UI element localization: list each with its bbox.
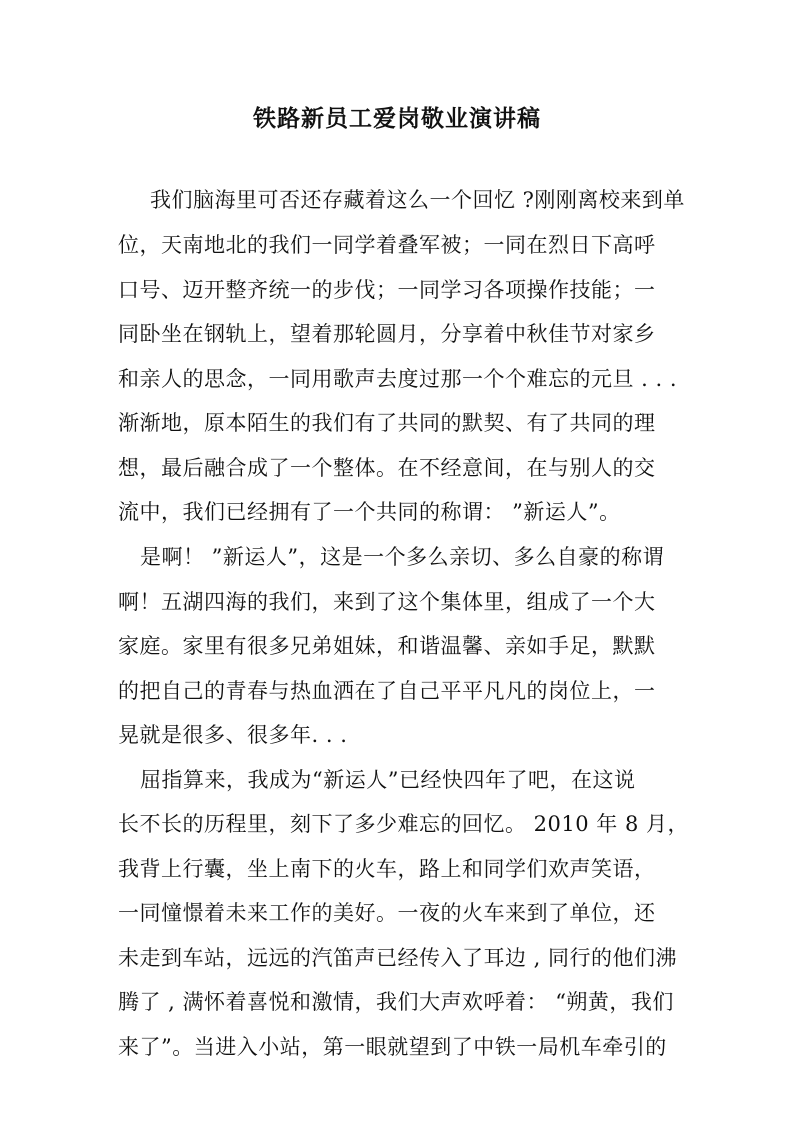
body-line: 和亲人的思念，一同用歌声去度过那一个个难忘的元旦 . . . bbox=[118, 367, 678, 391]
body-line: 的把自己的青春与热血洒在了自己平平凡凡的岗位上，一 bbox=[118, 679, 656, 703]
body-line: 腾了 , 满怀着喜悦和激情，我们大声欢呼着： “朔黄，我们 bbox=[118, 990, 674, 1014]
body-line: 是啊！ ”新运人”，这是一个多么亲切、多么自豪的称谓 bbox=[140, 545, 665, 569]
body-line: 我们脑海里可否还存藏着这么一个回忆 ?刚刚离校来到单 bbox=[150, 188, 685, 212]
body-line: 想，最后融合成了一个整体。在不经意间，在与别人的交 bbox=[118, 456, 656, 480]
body-line: 一同憧憬着未来工作的美好。一夜的火车来到了单位，还 bbox=[118, 901, 656, 925]
body-line: 位，天南地北的我们一同学着叠军被；一同在烈日下高呼 bbox=[118, 233, 656, 257]
body-line: 晃就是很多、很多年. . . bbox=[118, 723, 348, 747]
body-line: 啊！五湖四海的我们，来到了这个集体里，组成了一个大 bbox=[118, 590, 656, 614]
body-line: 来了”。当进入小站，第一眼就望到了中铁一局机车牵引的 bbox=[118, 1035, 667, 1059]
body-line: 我背上行囊，坐上南下的火车，路上和同学们欢声笑语， bbox=[118, 857, 656, 881]
body-line: 流中，我们已经拥有了一个共同的称谓： ”新运人”。 bbox=[118, 500, 621, 524]
body-line: 屈指算来，我成为“新运人”已经快四年了吧，在这说 bbox=[140, 768, 636, 792]
body-line: 口号、迈开整齐统一的步伐；一同学习各项操作技能；一 bbox=[118, 278, 656, 302]
body-line: 渐渐地，原本陌生的我们有了共同的默契、有了共同的理 bbox=[118, 411, 656, 435]
body-line: 长不长的历程里，刻下了多少难忘的回忆。 2010 年 8 月， bbox=[118, 812, 690, 836]
body-line: 同卧坐在钢轨上，望着那轮圆月，分享着中秋佳节对家乡 bbox=[118, 322, 656, 346]
body-line: 家庭。家里有很多兄弟姐妹，和谐温馨、亲如手足，默默 bbox=[118, 634, 656, 658]
body-line: 未走到车站，远远的汽笛声已经传入了耳边 , 同行的他们沸 bbox=[118, 946, 678, 970]
document-title: 铁路新员工爱岗敬业演讲稿 bbox=[253, 105, 541, 132]
